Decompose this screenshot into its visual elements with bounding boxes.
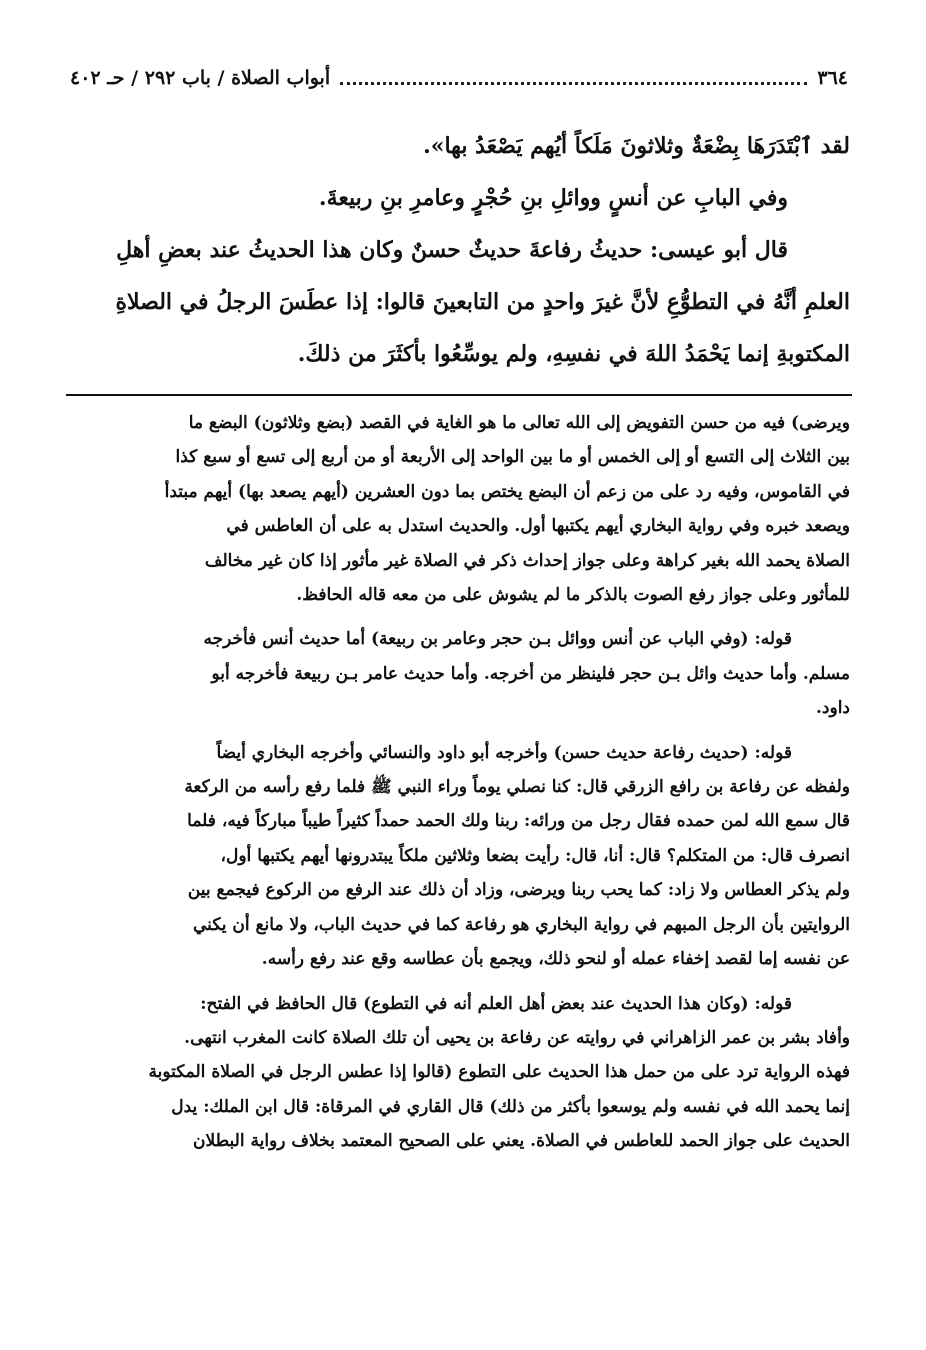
commentary-line: الحديث على جواز الحمد للعاطس في الصلاة. يعني على الصحيح المعتمد بخلاف رواية البطلان [192,1131,850,1152]
commentary-paragraph [66,406,850,612]
commentary-paragraph [66,622,850,725]
commentary-line: الصلاة يحمد الله بغير كراهة وعلى جواز إحداث ذكر في الصلاة غير مأثور إذا كان غير مخالف [204,550,850,571]
main-line: لقد ٱبْتَدَرَهَا بِضْعَةٌ وثلاثونَ مَلَكاً أيُهم يَصْعَدُ بها». [423,133,850,159]
commentary-paragraph [66,987,850,1159]
commentary-line: قال سمع الله لمن حمده فقال رجل من ورائه: ربنا ولك الحمد حمداً كثيراً طيباً مباركاً فيه، فلما [187,811,850,832]
commentary-line: وأفاد بشر بن عمر الزاهراني في روايته عن رفاعة بن يحيى أن تلك الصلاة كانت المغرب انتهى. [184,1027,850,1048]
commentary-line: في القاموس، وفيه رد على من زعم أن البضع يختص بما دون العشرين (أيهم يصعد بها) أيهم مبتدأ [164,481,850,502]
main-line: وفي البابِ عن أنسٍ ووائلِ بنِ حُجْرٍ وعامرِ بنِ ربيعةَ. [318,185,788,211]
main-line: قال أبو عيسى: حديثُ رفاعةَ حديثٌ حسنٌ وكان هذا الحديثُ عند بعضِ أهلِ [116,237,788,263]
main-line: العلمِ أنَّهُ في التطوُّعِ لأنَّ غيرَ واحدٍ من التابعينَ قالوا: إذا عطَسَ الرجلُ في الصلاةِ [115,289,850,315]
commentary-line: الروايتين بأن الرجل المبهم في رواية البخاري هو رفاعة كما في حديث الباب، ولا مانع أن يكني [193,914,850,935]
page-header [70,62,848,94]
commentary-line: قوله: (حديث رفاعة حديث حسن) وأخرجه أبو داود والنسائي وأخرجه البخاري أيضاً [216,742,792,763]
running-title: أبواب الصلاة / باب ٢٩٢ / حـ ٤٠٢ [70,67,331,89]
commentary-line: ولم يذكر العطاس ولا زاد: كما يحب ربنا ويرضى، وزاد أن ذلك عند الرفع من الركوع فيجمع بين [187,880,850,901]
commentary-line: ويصعد خبره وفي رواية البخاري أيهم يكتبها أول. والحديث استدل به على أن العاطس في [226,516,850,537]
commentary-line: قوله: (وفي الباب عن أنس ووائل بـن حجر وعامر بن ربيعة) أما حديث أنس فأخرجه [203,629,792,650]
commentary-line: فهذه الرواية ترد على من حمل هذا الحديث على التطوع (قالوا إذا عطس الرجل في الصلاة المكتوبة [148,1062,850,1083]
header-leader-dots [340,82,807,85]
commentary-line: انصرف قال: من المتكلم؟ قال: أنا، قال: رأيت بضعا وثلاثين ملكاً يبتدرونها أيهم يكتبها أول، [220,845,850,866]
commentary-line: قوله: (وكان هذا الحديث عند بعض أهل العلم أنه في التطوع) قال الحافظ في الفتح: [200,993,792,1014]
commentary-line: داود. [816,698,850,719]
commentary-line: للمأثور وعلى جواز رفع الصوت بالذكر ما لم يشوش على من معه قاله الحافظ. [296,585,850,606]
commentary [66,406,850,1159]
page-number: ٣٦٤ [817,67,848,89]
commentary-line: مسلم. وأما حديث وائل بـن حجر فلينظر من أخرجه. وأما حديث عامر بـن ربيعة فأخرجه أبو [211,663,850,684]
separator-rule [66,394,852,396]
main-line: المكتوبةِ إنما يَحْمَدُ اللهَ في نفسِهِ، ولم يوسِّعُوا بأكثَرَ من ذلكَ. [297,341,850,367]
commentary-line: ويرضى) فيه من حسن التفويض إلى الله تعالى ما هو الغاية في القصد (بضع وثلاثون) البضع ما [188,413,850,433]
commentary-line: إنما يحمد الله في نفسه ولم يوسعوا بأكثر من ذلك) قال القاري في المرقاة: قال ابن الملك: يدل [171,1096,850,1117]
commentary-line: عن نفسه إما لقصد إخفاء عمله أو لنحو ذلك، ويجمع بأن عطاسه وقع عند رفع رأسه. [261,949,850,970]
commentary-paragraph [66,736,850,977]
commentary-line: بين الثلاث إلى التسع أو إلى الخمس أو ما بين الواحد إلى الأربعة أو من أربع إلى تسع أو سبع كذا [175,447,850,468]
main-text [70,120,850,380]
commentary-line: ولفظه عن رفاعة بن رافع الزرقي قال: كنا نصلي يوماً وراء النبي ﷺ فلما رفع رأسه من الركعة [184,777,850,798]
